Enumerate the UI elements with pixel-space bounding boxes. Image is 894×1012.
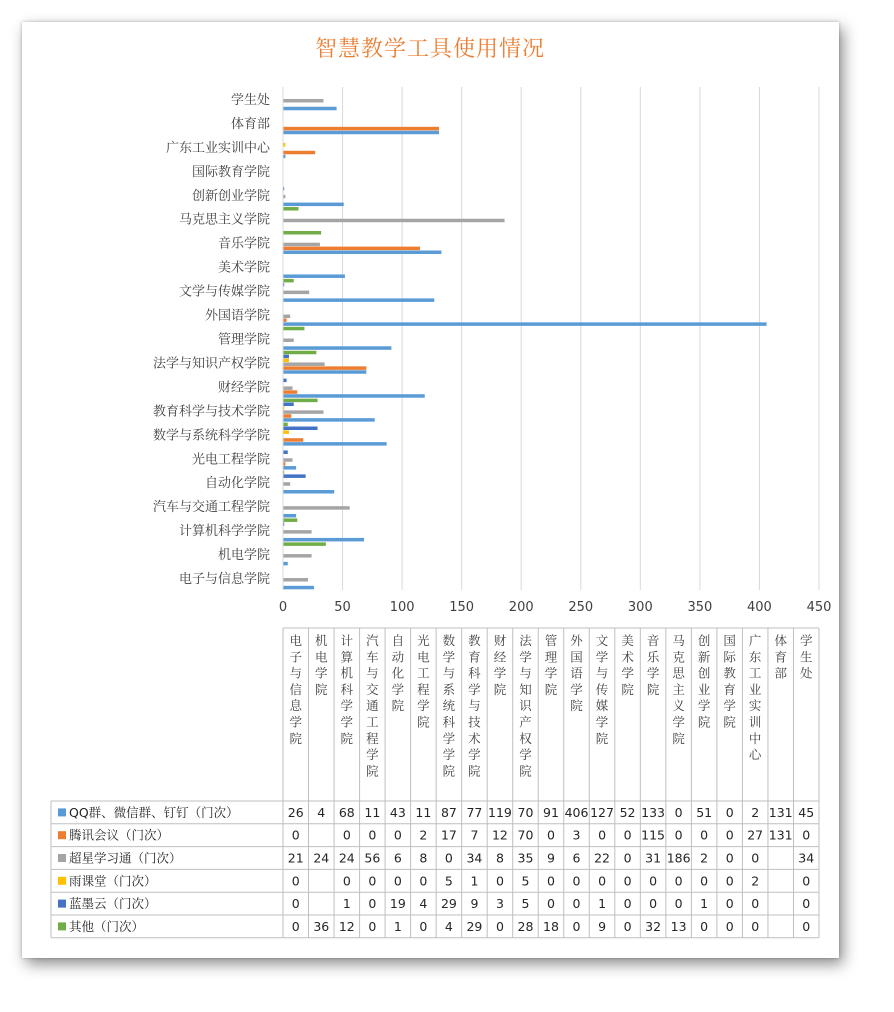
y-category-label: 法学与知识产权学院 <box>152 356 270 372</box>
chart-title: 智慧教学工具使用情况 <box>314 37 545 62</box>
table-cell-value: 0 <box>393 827 402 843</box>
table-cell-value: 0 <box>700 827 709 843</box>
legend-swatch <box>58 854 66 862</box>
table-cell-value: 70 <box>517 804 534 820</box>
table-column-header: 外国语学院 <box>570 633 583 714</box>
bar <box>283 386 293 390</box>
table-cell-value: 0 <box>291 827 300 843</box>
table-cell-value: 7 <box>470 827 479 843</box>
table-cell-value: 2 <box>751 873 760 889</box>
table-cell-value: 0 <box>623 873 632 889</box>
bar <box>283 490 334 494</box>
table-cell-value: 0 <box>623 850 632 866</box>
y-category-label: 财经学院 <box>217 380 270 396</box>
table-cell-value: 17 <box>440 827 457 843</box>
bar <box>283 403 294 407</box>
table-cell-value: 0 <box>598 827 607 843</box>
table-column-header: 管理学院 <box>544 633 558 697</box>
x-tick-label: 300 <box>627 600 653 615</box>
table-cell-value: 1 <box>470 873 479 889</box>
bar <box>283 538 364 542</box>
bar <box>283 430 289 434</box>
bar <box>283 554 312 558</box>
table-cell-value: 127 <box>590 804 614 820</box>
table-cell-value: 0 <box>802 918 811 934</box>
table-cell-value: 51 <box>696 804 713 820</box>
table-cell-value: 0 <box>547 873 555 889</box>
table-cell-value: 119 <box>488 804 512 820</box>
table-cell-value: 2 <box>751 804 760 820</box>
table-cell-value: 0 <box>291 918 300 934</box>
table-cell-value: 0 <box>291 896 300 912</box>
legend-swatch <box>58 808 66 816</box>
table-column-header: 自动化学院 <box>391 633 405 714</box>
table-cell-value: 0 <box>725 896 734 912</box>
table-cell-value: 4 <box>419 896 428 912</box>
table-cell-value: 1 <box>342 896 351 912</box>
table-cell-value: 186 <box>666 850 691 866</box>
table-cell-value: 28 <box>517 918 534 934</box>
table-cell-value: 35 <box>517 850 534 866</box>
bar <box>283 207 298 211</box>
table-cell-value: 0 <box>547 896 555 912</box>
table-cell-value: 29 <box>440 896 457 912</box>
table-cell-value: 24 <box>313 850 330 866</box>
bar <box>283 291 309 295</box>
table-cell-value: 0 <box>291 873 300 889</box>
bar <box>283 423 288 427</box>
table-cell-value: 0 <box>495 873 504 889</box>
table-cell-value: 2 <box>700 850 709 866</box>
table-cell-value: 26 <box>287 804 304 820</box>
table-cell-value: 0 <box>419 873 428 889</box>
y-category-label: 广东工业实训中心 <box>165 140 270 156</box>
table-cell-value: 0 <box>725 850 734 866</box>
bar <box>283 318 287 322</box>
table-cell-value: 70 <box>517 827 534 843</box>
table-cell-value: 133 <box>641 804 666 820</box>
table-cell-value: 24 <box>338 850 355 866</box>
y-category-label: 电子与信息学院 <box>178 572 270 588</box>
table-cell-value: 1 <box>700 896 709 912</box>
bar <box>283 351 316 355</box>
table-column-header: 创新创业学院 <box>697 633 711 730</box>
legend-label: 其他（门次） <box>69 918 145 934</box>
table-cell-value: 5 <box>521 896 530 912</box>
table-cell-value: 68 <box>338 804 355 820</box>
table-cell-value: 0 <box>674 873 683 889</box>
table-column-header: 音乐学院 <box>646 633 660 697</box>
bar <box>283 366 366 370</box>
bar <box>283 370 366 374</box>
table-cell-value: 36 <box>313 918 330 934</box>
table-cell-value: 406 <box>564 804 589 820</box>
x-tick-label: 350 <box>687 600 713 615</box>
table-cell-value: 9 <box>470 896 479 912</box>
y-category-label: 美术学院 <box>217 260 270 276</box>
bar <box>283 339 294 343</box>
table-cell-value: 34 <box>798 850 815 866</box>
bar <box>283 247 420 251</box>
table-cell-value: 131 <box>768 827 793 843</box>
table-column-header: 文学与传媒学院 <box>595 633 609 746</box>
table-cell-value: 22 <box>594 850 611 866</box>
bar <box>283 410 323 414</box>
table-cell-value: 0 <box>674 804 683 820</box>
table-cell-value: 32 <box>645 918 662 934</box>
table-cell-value: 29 <box>466 918 483 934</box>
table-cell-value: 0 <box>572 896 581 912</box>
bar <box>283 327 304 331</box>
table-cell-value: 0 <box>700 873 709 889</box>
y-category-label: 机电学院 <box>217 548 270 564</box>
table-cell-value: 9 <box>547 850 555 866</box>
legend-label: 腾讯会议（门次） <box>69 827 170 843</box>
table-cell-value: 0 <box>368 896 377 912</box>
y-category-label: 计算机科学学院 <box>178 524 270 540</box>
bar <box>283 346 391 350</box>
legend-swatch <box>58 922 66 930</box>
table-cell-value: 87 <box>440 804 457 820</box>
table-cell-value: 12 <box>491 827 508 843</box>
bar <box>283 506 350 510</box>
table-cell-value: 52 <box>619 804 636 820</box>
table-cell-value: 0 <box>342 827 351 843</box>
x-tick-label: 450 <box>806 600 832 615</box>
bar <box>283 530 312 534</box>
table-cell-value: 0 <box>674 896 683 912</box>
table-column-header: 法学与知识产权学院 <box>519 633 532 779</box>
bar <box>283 390 297 394</box>
legend-label: QQ群、微信群、钉钉（门次） <box>69 804 239 820</box>
table-cell-value: 77 <box>466 804 483 820</box>
x-tick-label: 200 <box>508 600 534 615</box>
bar <box>283 274 345 278</box>
table-cell-value: 115 <box>641 827 666 843</box>
table-column-header: 体育部 <box>774 633 787 681</box>
x-tick-label: 50 <box>334 600 351 615</box>
y-category-label: 音乐学院 <box>217 236 270 252</box>
bar <box>283 518 297 522</box>
table-cell-value: 0 <box>623 918 632 934</box>
table-cell-value: 9 <box>598 918 607 934</box>
table-cell-value: 0 <box>700 918 709 934</box>
table-cell-value: 13 <box>670 918 687 934</box>
table-cell-value: 0 <box>547 827 555 843</box>
table-cell-value: 5 <box>444 873 453 889</box>
table-column-header: 财经学院 <box>493 633 507 697</box>
bar <box>283 399 318 403</box>
table-cell-value: 0 <box>802 873 811 889</box>
table-cell-value: 56 <box>364 850 381 866</box>
bar <box>283 298 434 302</box>
bar <box>283 219 505 223</box>
bar <box>283 578 308 582</box>
bar <box>283 438 303 442</box>
x-tick-label: 100 <box>389 600 415 615</box>
table-cell-value: 0 <box>649 896 658 912</box>
bar <box>283 243 320 247</box>
table-cell-value: 12 <box>338 918 355 934</box>
bar <box>283 279 294 283</box>
bar <box>283 482 290 486</box>
table-column-header: 国际教育学院 <box>723 633 736 730</box>
bar <box>283 151 315 155</box>
table-cell-value: 0 <box>725 873 734 889</box>
table-cell-value: 4 <box>317 804 326 820</box>
table-cell-value: 1 <box>393 918 402 934</box>
table-column-header: 计算机科学学院 <box>340 633 354 746</box>
y-category-label: 汽车与交通工程学院 <box>152 500 270 516</box>
table-column-header: 学生处 <box>799 633 813 681</box>
table-cell-value: 21 <box>287 850 304 866</box>
table-cell-value: 19 <box>389 896 406 912</box>
table-cell-value: 11 <box>415 804 432 820</box>
table-cell-value: 0 <box>444 850 453 866</box>
table-cell-value: 0 <box>368 918 377 934</box>
x-tick-label: 400 <box>747 600 772 615</box>
table-column-header: 教育科学与技术学院 <box>468 633 481 779</box>
bar <box>283 99 323 103</box>
y-category-label: 国际教育学院 <box>191 164 270 180</box>
table-cell-value: 0 <box>623 896 632 912</box>
bar <box>283 474 306 478</box>
table-cell-value: 0 <box>419 918 428 934</box>
y-category-label: 自动化学院 <box>204 476 270 492</box>
y-category-label: 光电工程学院 <box>191 452 270 468</box>
bar <box>283 379 287 383</box>
bar <box>283 203 344 207</box>
table-cell-value: 0 <box>368 873 377 889</box>
bar <box>283 458 293 462</box>
table-cell-value: 5 <box>521 873 530 889</box>
y-category-label: 创新创业学院 <box>191 188 270 204</box>
table-cell-value: 0 <box>368 827 377 843</box>
table-cell-value: 131 <box>768 804 793 820</box>
x-tick-label: 250 <box>568 600 594 615</box>
y-category-label: 数学与系统科学学院 <box>152 428 270 444</box>
bar <box>283 231 321 235</box>
bar <box>283 450 288 454</box>
y-category-label: 体育部 <box>230 116 270 132</box>
table-column-header: 广东工业实训中心 <box>748 633 762 763</box>
table-cell-value: 0 <box>649 873 658 889</box>
table-cell-value: 31 <box>645 850 662 866</box>
table-cell-value: 1 <box>598 896 607 912</box>
bar <box>283 514 296 518</box>
table-cell-value: 0 <box>751 850 760 866</box>
bar <box>283 250 441 254</box>
table-cell-value: 0 <box>725 804 734 820</box>
table-cell-value: 34 <box>466 850 483 866</box>
bar <box>283 442 387 446</box>
bar <box>283 466 296 470</box>
bar <box>283 542 326 546</box>
bar <box>283 322 767 326</box>
x-tick-label: 0 <box>278 600 288 615</box>
bar <box>283 107 337 111</box>
table-column-header: 电子与信息学院 <box>289 633 303 746</box>
y-category-label: 学生处 <box>230 92 270 108</box>
table-column-header: 汽车与交通工程学院 <box>366 633 379 779</box>
table-cell-value: 8 <box>419 850 428 866</box>
table-cell-value: 0 <box>802 896 811 912</box>
table-cell-value: 4 <box>444 918 453 934</box>
bar <box>283 586 314 590</box>
legend-swatch <box>58 831 66 839</box>
table-cell-value: 0 <box>572 918 581 934</box>
y-category-label: 马克思主义学院 <box>178 212 270 228</box>
table-cell-value: 0 <box>495 918 504 934</box>
legend-label: 雨课堂（门次） <box>69 873 157 889</box>
table-cell-value: 0 <box>751 918 760 934</box>
table-column-header: 机电学院 <box>315 633 328 697</box>
table-cell-value: 6 <box>572 850 581 866</box>
table-cell-value: 8 <box>495 850 504 866</box>
table-column-header: 光电工程学院 <box>417 633 430 730</box>
table-cell-value: 91 <box>543 804 559 820</box>
table-cell-value: 0 <box>674 827 683 843</box>
table-cell-value: 0 <box>623 827 632 843</box>
legend-label: 超星学习通（门次） <box>69 850 182 866</box>
table-cell-value: 0 <box>393 873 402 889</box>
bar <box>283 359 289 363</box>
bar <box>283 562 288 566</box>
legend-swatch <box>58 900 66 908</box>
table-cell-value: 0 <box>751 896 760 912</box>
table-cell-value: 27 <box>747 827 764 843</box>
table-cell-value: 0 <box>342 873 351 889</box>
table-cell-value: 3 <box>495 896 504 912</box>
legend-swatch <box>58 877 66 885</box>
legend-label: 蓝墨云（门次） <box>69 896 157 912</box>
bar <box>283 315 290 319</box>
table-column-header: 数学与系统科学学院 <box>442 633 456 779</box>
bar <box>283 418 375 422</box>
bar <box>283 355 289 359</box>
bar <box>283 362 325 366</box>
table-cell-value: 0 <box>598 873 607 889</box>
table-column-header: 马克思主义学院 <box>672 633 685 746</box>
table-cell-value: 43 <box>389 804 406 820</box>
table-cell-value: 2 <box>419 827 428 843</box>
bar <box>283 131 439 135</box>
table-cell-value: 6 <box>393 850 402 866</box>
table-cell-value: 18 <box>543 918 559 934</box>
bar <box>283 427 318 431</box>
table-cell-value: 0 <box>572 873 581 889</box>
table-cell-value: 45 <box>798 804 815 820</box>
table-cell-value: 0 <box>725 827 734 843</box>
table-cell-value: 11 <box>364 804 381 820</box>
table-column-header: 美术学院 <box>621 633 634 697</box>
y-category-label: 文学与传媒学院 <box>178 284 270 300</box>
bar <box>283 394 425 398</box>
table-cell-value: 0 <box>802 827 811 843</box>
x-tick-label: 150 <box>449 600 475 615</box>
table-cell-value: 3 <box>572 827 581 843</box>
bar <box>283 127 439 131</box>
y-category-label: 管理学院 <box>217 332 270 348</box>
bar <box>283 414 291 418</box>
y-category-label: 外国语学院 <box>204 308 270 324</box>
y-category-label: 教育科学与技术学院 <box>152 404 270 420</box>
table-cell-value: 0 <box>725 918 734 934</box>
